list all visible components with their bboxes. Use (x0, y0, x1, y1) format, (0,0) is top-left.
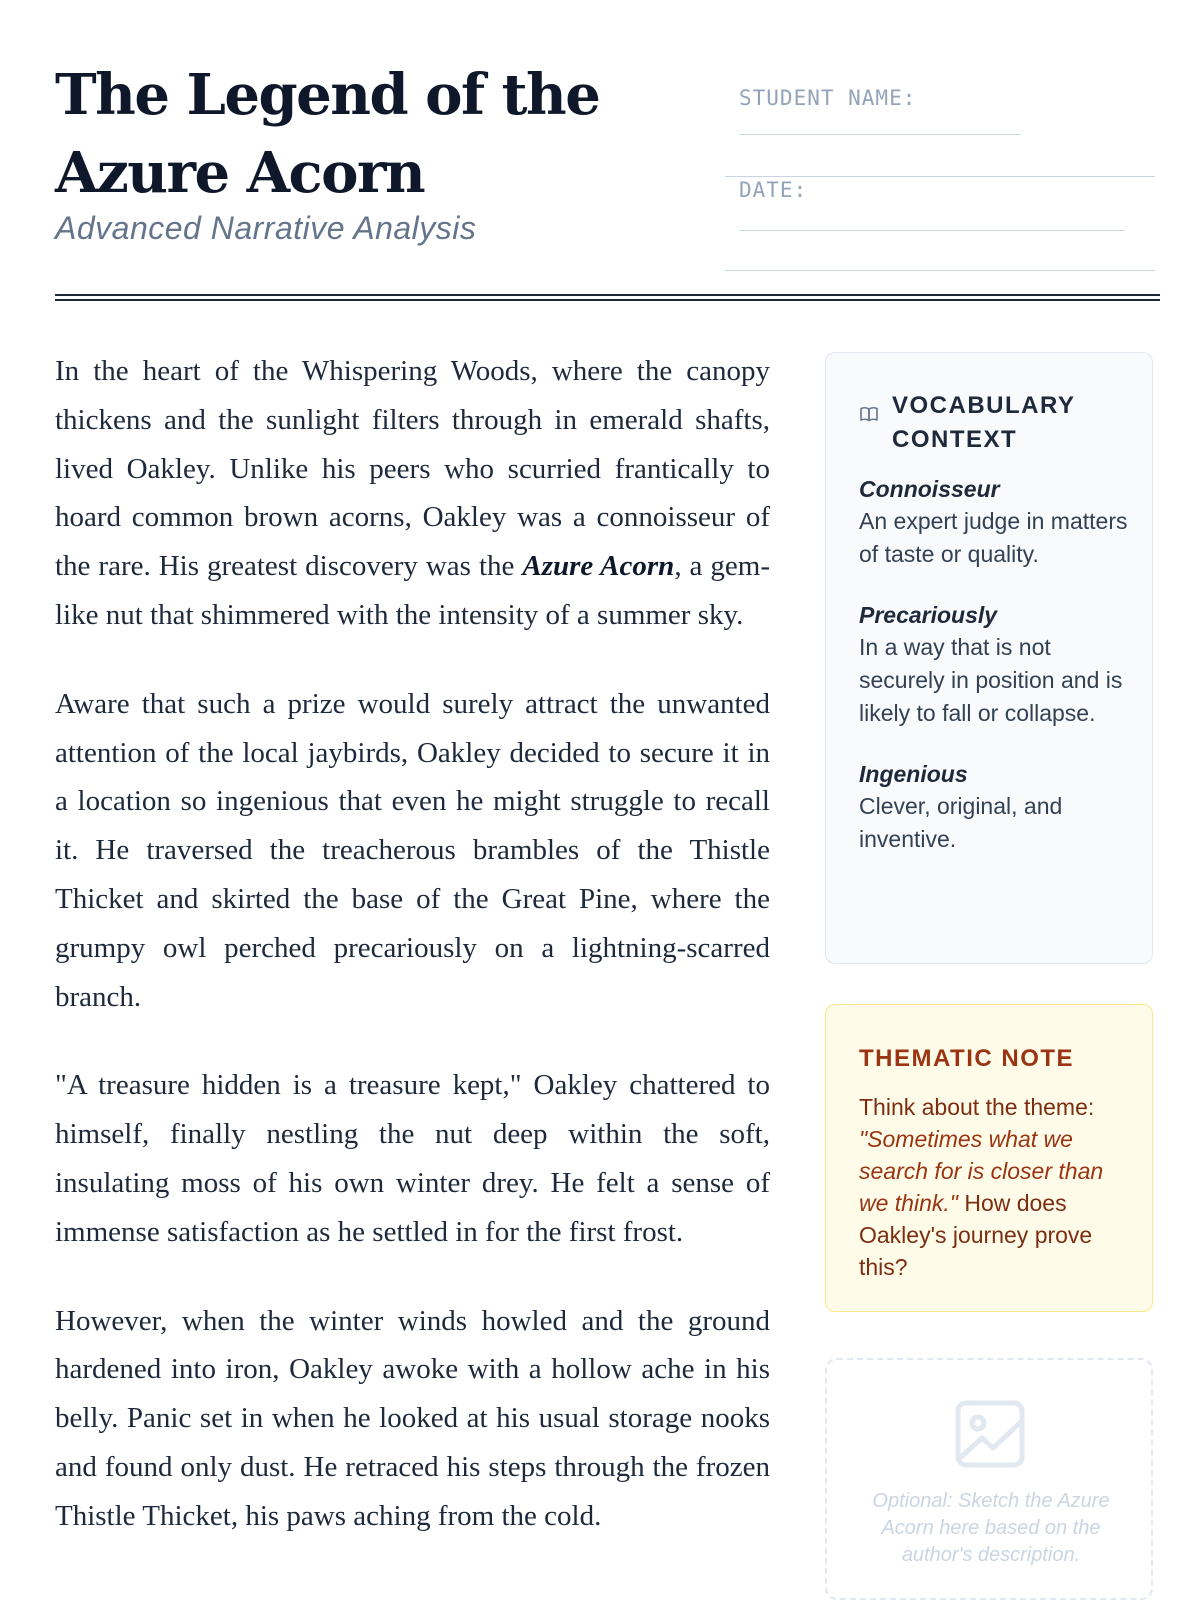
vocab-term: Precariously (859, 602, 998, 628)
thematic-note-intro: Think about the theme: (859, 1094, 1095, 1120)
book-icon (859, 406, 879, 422)
vocab-item-connoisseur (859, 473, 1129, 571)
vocabulary-panel (825, 352, 1153, 964)
date-field[interactable] (725, 176, 1155, 271)
thematic-note-title: THEMATIC NOTE (859, 1045, 1075, 1072)
vocab-definition: In a way that is not securely in position and is likely to fall or collapse. (859, 634, 1123, 726)
worksheet-page (55, 0, 1160, 1600)
vocab-item-precariously (859, 599, 1129, 730)
student-name-field[interactable] (725, 76, 1155, 177)
vocabulary-list (859, 473, 1129, 884)
thematic-note-question: How does Oakley's journey prove this? (859, 1190, 1093, 1280)
vocabulary-title: VOCABULARY CONTEXT (892, 392, 1076, 453)
student-name-label: STUDENT NAME: (739, 86, 917, 110)
sketch-caption: Optional: Sketch the Azure Acorn here based on the author's description. (872, 1490, 1110, 1566)
header-divider (55, 294, 1160, 301)
date-line (739, 230, 1125, 231)
thematic-note-quote: "Sometimes what we search for is closer than we think." (859, 1126, 1104, 1216)
vocab-term: Ingenious (859, 761, 968, 787)
sketch-area[interactable] (825, 1358, 1153, 1600)
vocab-definition: Clever, original, and inventive. (859, 793, 1063, 852)
page-title: The Legend of the Azure Acorn (55, 62, 600, 206)
vocab-item-ingenious (859, 758, 1129, 856)
thematic-note-body (859, 1091, 1129, 1283)
date-label: DATE: (739, 178, 808, 202)
azure-acorn-highlight: Azure Acorn (522, 550, 675, 583)
story-paragraph-1-start: In the heart of the Whispering Woods, where the canopy thickens and the sunlight filters through in emerald shafts, lived Oakley. Unlike his peers who scurried frantically to hoard common brown acorns, Oakley was a connoisseur of the rare. His greatest discovery was the (55, 355, 770, 583)
thematic-note-panel (825, 1004, 1153, 1312)
story-paragraph-1 (55, 347, 770, 640)
worksheet-header (55, 56, 1160, 300)
story-paragraph-1-end: , a gem-like nut that shimmered with the intensity of a summer sky. (55, 550, 770, 631)
vocab-definition: An expert judge in matters of taste or quality. (859, 508, 1128, 567)
story-paragraph-2: Aware that such a prize would surely attract the unwanted attention of the local jaybirds, Oakley decided to secure it in a location so ingenious that even he might struggle to recall it. He traversed the treacherous brambles of the Thistle Thicket and skirted the base of the Great Pine, where the grumpy owl perched precariously on a lightning-scarred branch. (55, 687, 770, 1013)
page-subtitle: Advanced Narrative Analysis (55, 210, 477, 246)
story-text (55, 347, 770, 1581)
vocab-term: Connoisseur (859, 476, 1000, 502)
story-paragraph-3: "A treasure hidden is a treasure kept," Oakley chattered to himself, finally nestling the nut deep within the soft, insulating moss of his own winter drey. He felt a sense of immense satisfaction as he settled in for the first frost. (55, 1069, 770, 1248)
story-paragraph-4: However, when the winter winds howled and the ground hardened into iron, Oakley awoke with a hollow ache in his belly. Panic set in when he looked at his usual storage nooks and found only dust. He retraced his steps through the frozen Thistle Thicket, his paws aching from the cold. (55, 1304, 770, 1532)
student-name-line (739, 134, 1021, 135)
image-icon (955, 1400, 1025, 1468)
